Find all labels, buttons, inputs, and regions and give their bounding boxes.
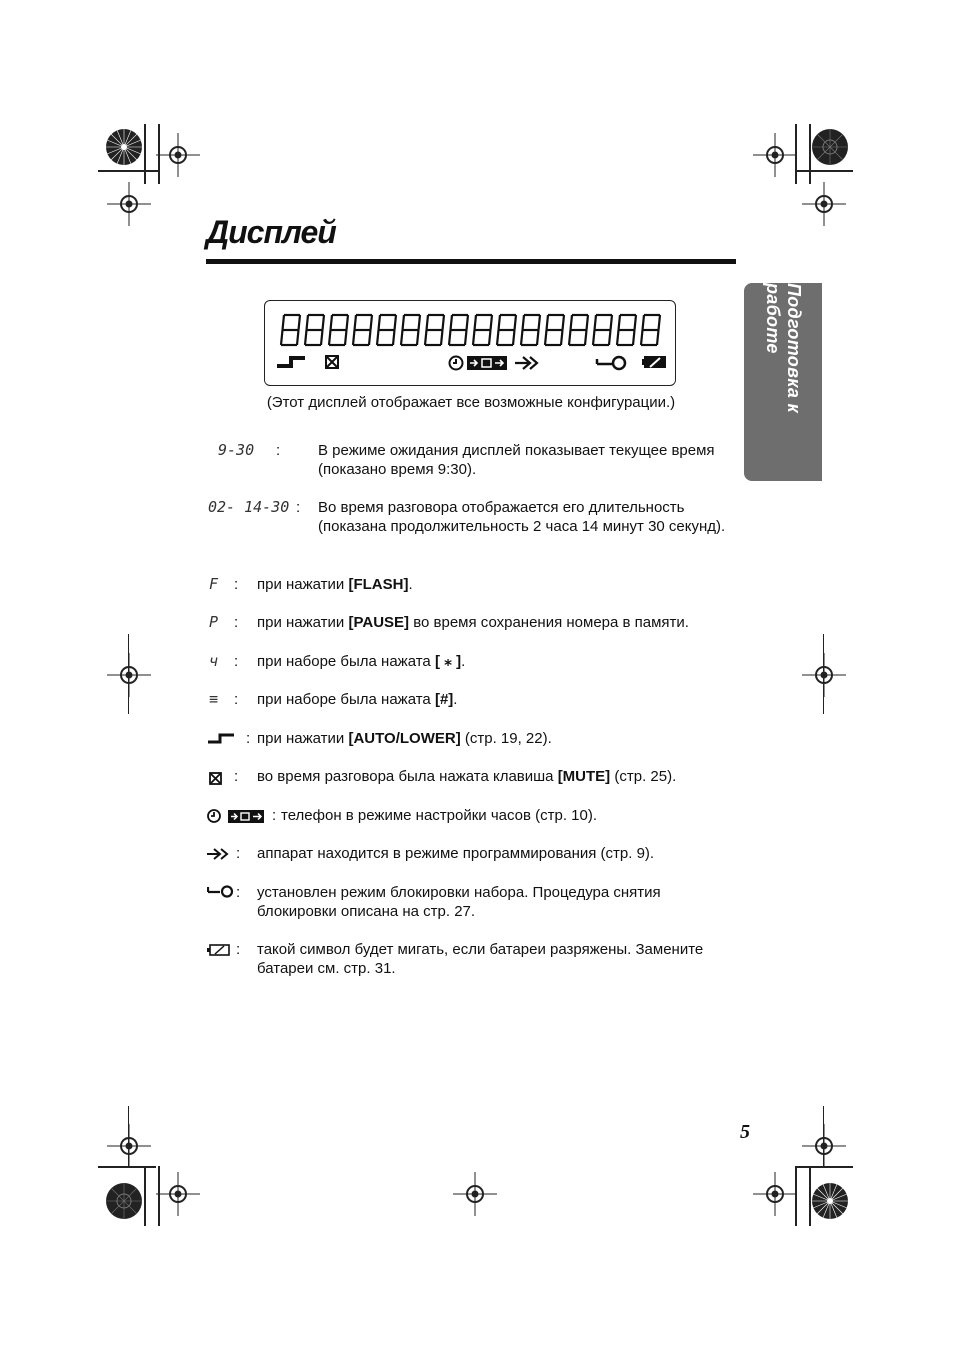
lcd-digit — [377, 315, 396, 345]
lcd-digit — [593, 315, 612, 345]
key-label: [ ⁎ ] — [434, 653, 462, 670]
lcd-digit — [401, 315, 420, 345]
crosshair-icon — [156, 133, 200, 177]
lcd-digit — [545, 315, 564, 345]
crosshair-icon — [753, 133, 797, 177]
crosshair-icon — [753, 1172, 797, 1216]
clock-icon — [450, 357, 463, 370]
lcd-digit — [281, 315, 300, 345]
program-icon — [207, 846, 231, 862]
list-item: 02- 14-30 : Во время разговора отображается его длительность (показана продолжительность 2 часа 14 минут 30 секунд). — [206, 498, 736, 556]
lcd-digit — [521, 315, 540, 345]
item-text: аппарат находится в режиме программирования (стр. 9). — [257, 845, 655, 862]
page-title: Дисплей — [206, 214, 336, 250]
lcd-digit — [305, 315, 324, 345]
crosshair-icon — [156, 1172, 200, 1216]
battery-icon — [642, 356, 666, 368]
auto-lower-icon — [208, 733, 236, 745]
item-symbol: 9-30 — [218, 441, 255, 459]
key-label: [MUTE] — [557, 768, 611, 785]
crosshair-icon — [107, 1124, 151, 1168]
auto-lower-icon — [277, 358, 305, 366]
lock-icon — [597, 357, 625, 369]
lock-icon — [207, 884, 235, 900]
lcd-digit — [425, 315, 444, 345]
section-tab-label: Подготовка к работе — [763, 283, 804, 413]
lcd-digit — [353, 315, 372, 345]
clock-icon — [207, 808, 267, 824]
key-label: [AUTO/LOWER] — [348, 730, 461, 747]
sunburst-icon — [810, 127, 850, 167]
crosshair-icon — [802, 182, 846, 226]
lcd-digit — [473, 315, 492, 345]
sunburst-icon — [104, 127, 144, 167]
item-text: В режиме ожидания дисплей показывает текущее время (показано время 9:30). — [318, 442, 715, 478]
key-label: [#] — [434, 691, 454, 708]
lcd-digit — [449, 315, 468, 345]
mute-icon — [326, 356, 338, 368]
item-symbol: F — [209, 575, 219, 593]
key-label: [PAUSE] — [348, 614, 410, 631]
key-label: [FLASH] — [348, 576, 409, 593]
crosshair-icon — [453, 1172, 497, 1216]
list-item: : такой символ будет мигать, если батареи разряжены. Замените батареи см. стр. 31. — [206, 940, 736, 980]
crosshair-icon — [802, 1124, 846, 1168]
item-text: телефон в режиме настройки часов (стр. 10). — [281, 807, 598, 824]
lcd-digit — [569, 315, 588, 345]
item-symbol: 02- 14-30 — [208, 498, 290, 516]
battery-icon — [207, 944, 231, 956]
crosshair-icon — [107, 182, 151, 226]
item-text: такой символ будет мигать, если батареи разряжены. Замените батареи см. стр. 31. — [257, 941, 704, 977]
lcd-digit — [497, 315, 516, 345]
lcd-digit — [329, 315, 348, 345]
lcd-display — [264, 300, 676, 386]
item-symbol: ≡ — [209, 690, 219, 708]
item-symbol: P — [209, 613, 219, 631]
lcd-segments — [265, 301, 675, 385]
program-icon — [515, 357, 537, 369]
list-item: : установлен режим блокировки набора. Процедура снятия блокировки описана на стр. 27. — [206, 883, 736, 923]
lcd-digit — [641, 315, 660, 345]
page-number: 5 — [740, 1121, 750, 1143]
sunburst-icon — [104, 1181, 144, 1221]
mute-icon — [209, 772, 223, 786]
item-symbol: ч — [209, 652, 219, 670]
list-item: 9-30 : В режиме ожидания дисплей показывает текущее время (показано время 9:30). — [206, 441, 736, 481]
display-caption: (Этот дисплей отображает все возможные конфигурации.) — [266, 394, 676, 411]
title-rule — [206, 259, 736, 264]
item-text: Во время разговора отображается его длительность (показана продолжительность 2 часа 14 минут 30 секунд). — [318, 499, 726, 535]
sunburst-icon — [810, 1181, 850, 1221]
item-text: установлен режим блокировки набора. Процедура снятия блокировки описана на стр. 27. — [257, 884, 661, 920]
crosshair-icon — [802, 653, 846, 697]
lcd-digit — [617, 315, 636, 345]
clock-set-icon — [467, 356, 507, 370]
crosshair-icon — [107, 653, 151, 697]
